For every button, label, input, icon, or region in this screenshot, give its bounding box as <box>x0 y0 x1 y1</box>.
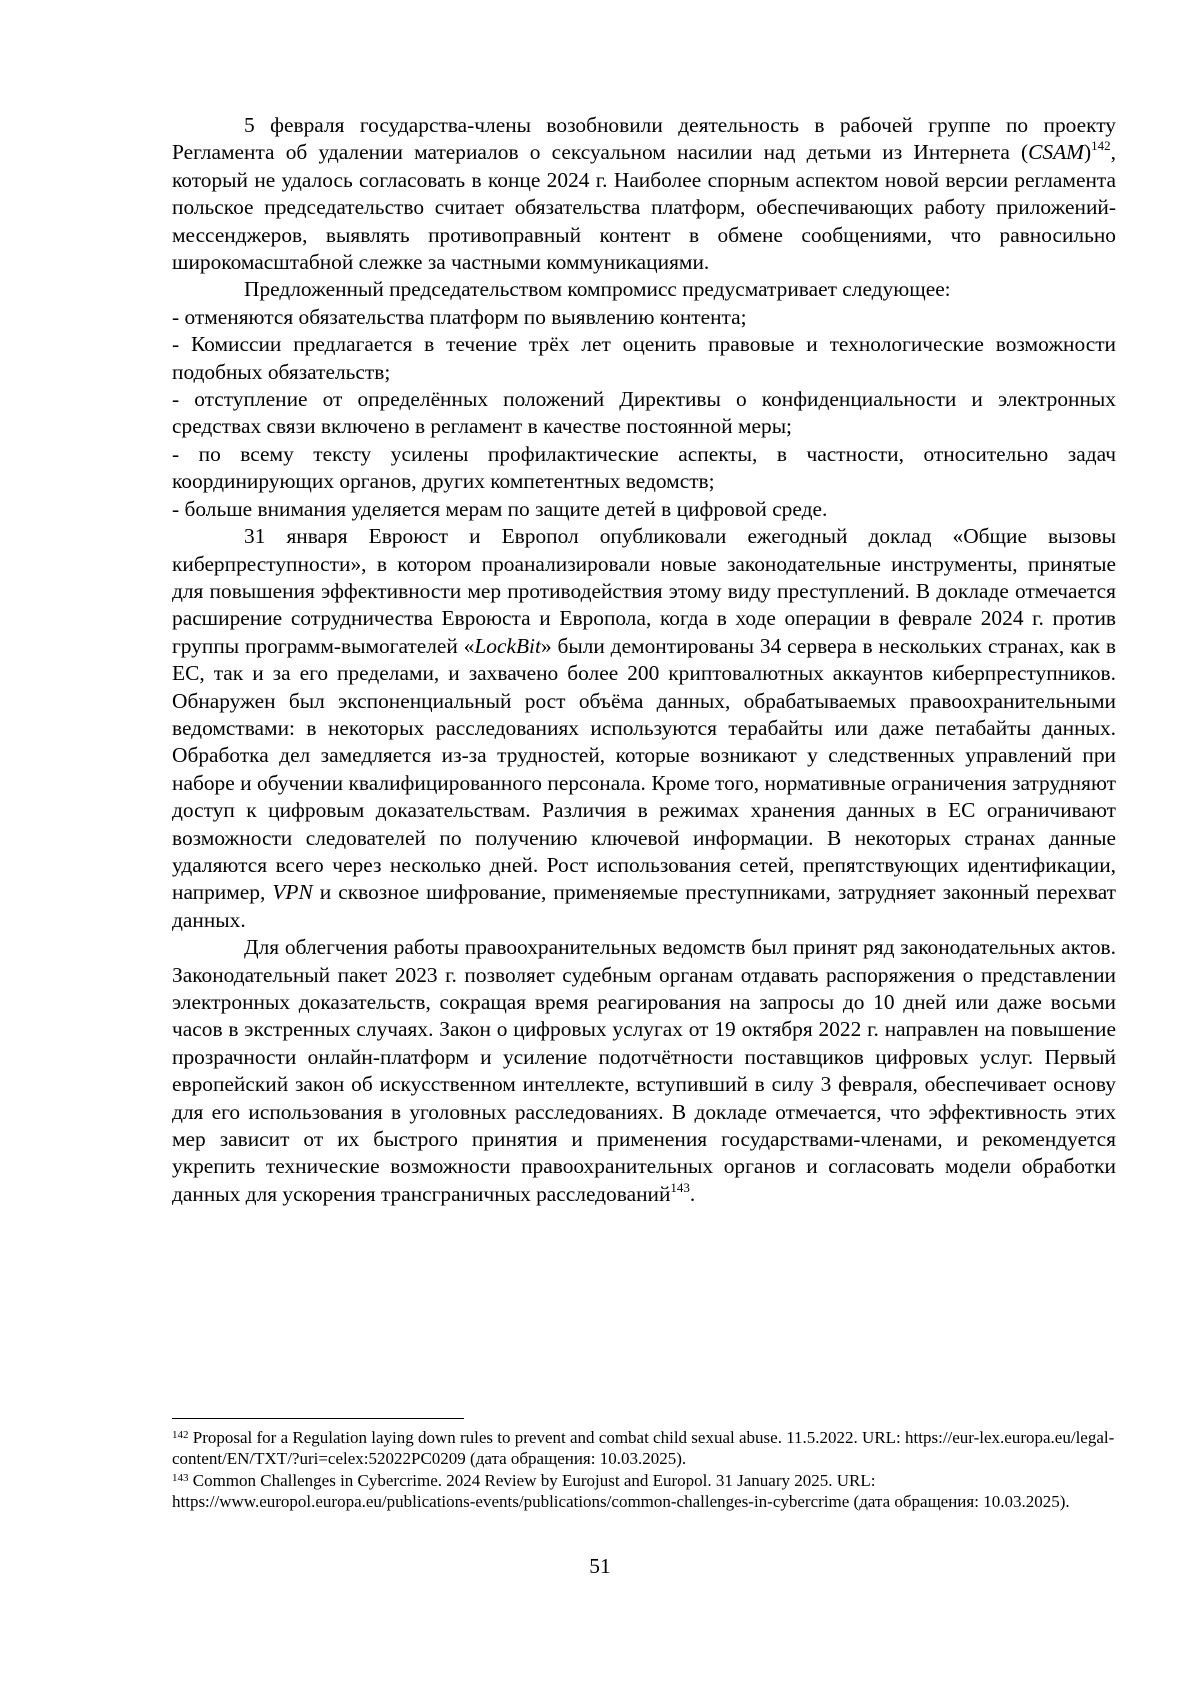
paragraph-compromise: Предложенный председательством компромисс предусматривает следующее: <box>244 277 951 302</box>
footnote-142 <box>172 1427 1116 1470</box>
term-csam: CSAM <box>1028 140 1085 165</box>
footnote-number: 142 <box>172 1429 189 1441</box>
list-item: - больше внимания уделяется мерам по защите детей в цифровой среде. <box>172 496 828 521</box>
footnote-text: Common Challenges in Cybercrime. 2024 Review by Eurojust and Europol. 31 January 2025. URL: https://www.europol.europa.eu/publications-events/publications/common-challenges-in-cybercrime (дата обращения: 10.03.2025). <box>172 1470 1070 1512</box>
paragraph-csam: 5 февраля государства-члены возобновили деятельность в рабочей группе по проекту Регламента об удалении материалов о сексуальном насилии над детьми из Интернета (CSAM)$^{142}$, который не удалось согласовать в конце 2024 г. Наиболее спорным аспектом новой версии регламента польское председательство считает обязательства платформ, обеспечивающих работу приложений-мессенджеров, выявлять противоправный контент в обмене сообщениями, что равносильно широкомасштабной слежке за частными коммуникациями. <box>172 113 1116 275</box>
term-vpn: VPN <box>272 880 313 905</box>
main-text <box>172 112 1116 1208</box>
list-item: - Комиссии предлагается в течение трёх лет оценить правовые и технологические возможности подобных обязательств; <box>172 332 1116 384</box>
footnote-ref-143: 143 <box>670 1179 690 1195</box>
footnote-text: Proposal for a Regulation laying down rules to prevent and combat child sexual abuse. 11.5.2022. URL: https://eur-lex.europa.eu/legal-content/EN/TXT/?uri=celex:52022PC0209 (дата обращения: 10.03.2025). <box>172 1428 1115 1469</box>
paragraph-eurojust-report: 31 января Евроюст и Европол опубликовали ежегодный доклад «Общие вызовы киберпреступности», в котором проанализировали новые законодательные инструменты, принятые для повышения эффективности мер противодействия этому виду преступлений. В докладе отмечается расширение сотрудничества Евроюста и Европола, когда в ходе операции в феврале 2024 г. против группы программ-вымогателей «LockBit» были демонтированы 34 сервера в нескольких странах, как в ЕС, так и за его пределами, и захвачено более 200 криптовалютных аккаунтов киберпреступников. Обнаружен был экспоненциальный рост объёма данных, обрабатываемых правоохранительными ведомствами: в некоторых расследованиях используются терабайты или даже петабайты данных. Обработка дел замедляется из-за трудностей, которые возникают у следственных управлений при наборе и обучении квалифицированного персонала. Кроме того, нормативные ограничения затрудняют доступ к цифровым доказательствам. Различия в режимах хранения данных в ЕС ограничивают возможности следователей по получению ключевой информации. В некоторых странах данные удаляются всего через несколько дней. Рост использования сетей, препятствующих идентификации, например, VPN и сквозное шифрование, применяемые преступниками, затрудняет законный перехват данных. <box>172 524 1116 932</box>
paragraph-legislation: Для облегчения работы правоохранительных ведомств был принят ряд законодательных актов. Законодательный пакет 2023 г. позволяет судебным органам отдавать распоряжения о представлении электронных доказательств, сокращая время реагирования на запросы до 10 дней или даже восьми часов в экстренных случаях. Закон о цифровых услугах от 19 октября 2022 г. направлен на повышение прозрачности онлайн-платформ и усиление подотчётности поставщиков цифровых услуг. Первый европейский закон об искусственном интеллекте, вступивший в силу 3 февраля, обеспечивает основу для его использования в уголовных расследованиях. В докладе отмечается, что эффективность этих мер зависит от их быстрого принятия и применения государствами-членами, и рекомендуется укрепить технические возможности правоохранительных органов и согласовать модели обработки данных для ускорения трансграничных расследований$^{143}$. <box>172 935 1116 1206</box>
list-item: - отменяются обязательства платформ по выявлению контента; <box>172 304 747 329</box>
term-lockbit: LockBit <box>474 633 541 658</box>
page-number: 51 <box>589 1554 611 1578</box>
footnote-separator <box>172 1418 464 1419</box>
footnote-number: 143 <box>172 1471 189 1484</box>
list-item: - по всему тексту усилены профилактические аспекты, в частности, относительно задач координирующих органов, других компетентных ведомств; <box>172 441 1116 494</box>
footnote-143 <box>172 1470 1116 1513</box>
list-item: - отступление от определённых положений Директивы о конфиденциальности и электронных средствах связи включено в регламент в качестве постоянной меры; <box>172 387 1116 439</box>
footnote-ref-142: 142 <box>1091 138 1111 154</box>
footnotes <box>172 1427 1116 1513</box>
